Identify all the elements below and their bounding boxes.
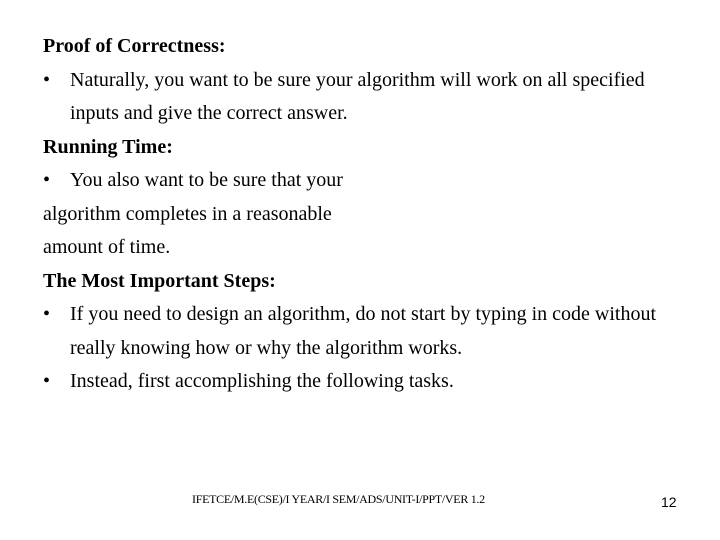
running-time-line-2: algorithm completes in a reasonable [43, 202, 332, 225]
footer-reference: IFETCE/M.E(CSE)/I YEAR/I SEM/ADS/UNIT-I/PPT/VER 1.2 [192, 492, 485, 506]
proof-heading: Proof of Correctness: [43, 35, 226, 57]
page-number: 12 [661, 494, 677, 510]
important-steps-heading: The Most Important Steps: [43, 269, 276, 292]
running-time-line-3: amount of time. [43, 236, 171, 258]
running-time-line-1: You also want to be sure that your [70, 169, 343, 191]
steps-bullet-1-text: If you need to design an algorithm, do not start by typing in code without really knowing how or why the algorithm works. [70, 303, 657, 359]
running-time-heading: Running Time: [43, 135, 173, 158]
proof-bullet [43, 64, 693, 131]
bullet-icon: • [43, 68, 51, 91]
slide-body [43, 30, 693, 399]
steps-bullet-1 [43, 298, 693, 365]
steps-bullet-2 [43, 365, 693, 399]
running-time-bullet [43, 164, 693, 198]
bullet-icon: • [43, 169, 51, 191]
proof-bullet-text: Naturally, you want to be sure your algorithm will work on all specified inputs and give the correct answer. [70, 68, 645, 124]
bullet-icon: • [43, 303, 51, 325]
bullet-icon: • [43, 370, 51, 392]
steps-bullet-2-text: Instead, first accomplishing the following tasks. [70, 370, 454, 392]
